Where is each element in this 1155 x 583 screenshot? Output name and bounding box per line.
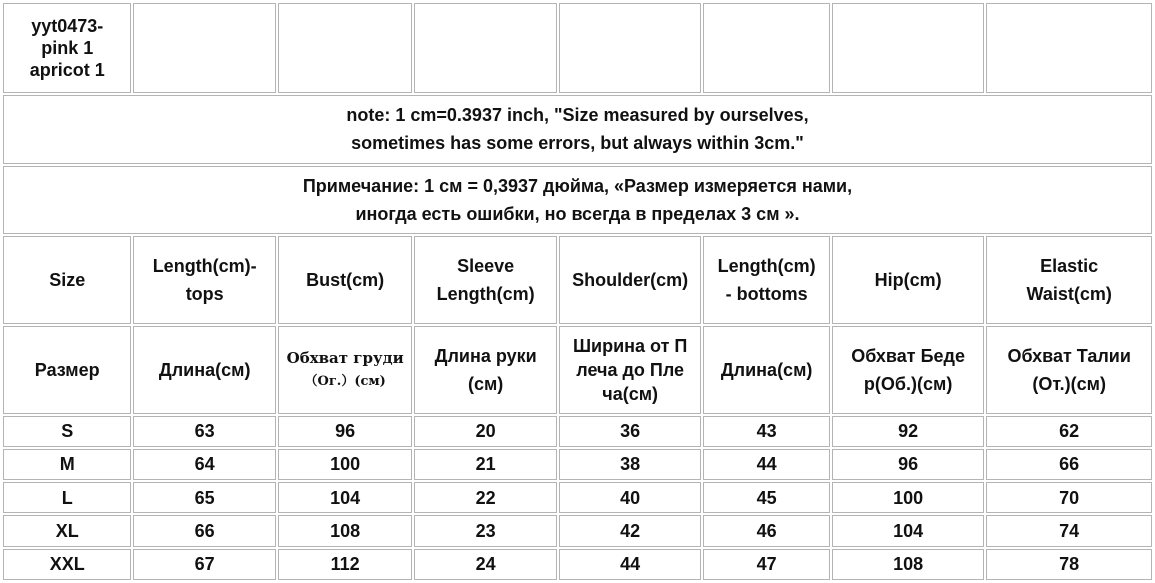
header-ru-hip-line2: р(Об.)(см) bbox=[863, 373, 953, 394]
header-ru-length: Длина(см) bbox=[133, 326, 276, 414]
cell-length-tops: 67 bbox=[133, 549, 276, 580]
note-en-row bbox=[3, 95, 1152, 164]
cell-hip: 108 bbox=[832, 549, 985, 580]
cell-sleeve: 22 bbox=[414, 482, 557, 513]
note-ru-row bbox=[3, 166, 1152, 235]
header-ru-sleeve-line1: Длина руки bbox=[434, 345, 537, 366]
note-ru-line2: иногда есть ошибки, но всегда в пределах 3 см ». bbox=[355, 203, 800, 224]
header-ru-waist-line1: Обхват Талии bbox=[1007, 345, 1131, 366]
table-row bbox=[3, 449, 1152, 480]
header-waist-line2: Waist(cm) bbox=[1026, 284, 1112, 305]
header-en-row bbox=[3, 236, 1152, 324]
cell-waist: 62 bbox=[986, 416, 1152, 447]
cell-hip: 100 bbox=[832, 482, 985, 513]
table-row bbox=[3, 482, 1152, 513]
note-en-line2: sometimes has some errors, but always within 3cm." bbox=[351, 133, 804, 154]
header-ru-bust-line2: （Ог.）(см) bbox=[304, 373, 386, 389]
header-hip: Hip(cm) bbox=[832, 236, 985, 324]
cell-length-bottoms: 45 bbox=[703, 482, 829, 513]
header-ru-bust bbox=[278, 326, 412, 414]
color-pink-qty: pink 1 bbox=[41, 37, 94, 58]
header-ru-waist bbox=[986, 326, 1152, 414]
header-sleeve-line1: Sleeve bbox=[457, 256, 515, 277]
header-length-bottoms-line2: - bottoms bbox=[725, 284, 808, 305]
header-waist bbox=[986, 236, 1152, 324]
cell-length-bottoms: 44 bbox=[703, 449, 829, 480]
cell-length-bottoms: 43 bbox=[703, 416, 829, 447]
header-ru-sleeve-line2: (см) bbox=[467, 373, 504, 394]
note-ru-line1: Примечание: 1 см = 0,3937 дюйма, «Размер измеряется нами, bbox=[302, 175, 853, 196]
empty-cell bbox=[832, 3, 985, 93]
cell-size: L bbox=[3, 482, 131, 513]
header-ru-shoulder bbox=[559, 326, 702, 414]
cell-size: M bbox=[3, 449, 131, 480]
cell-length-tops: 64 bbox=[133, 449, 276, 480]
header-ru-length-bottoms: Длина(см) bbox=[703, 326, 829, 414]
empty-cell bbox=[703, 3, 829, 93]
table-row bbox=[3, 416, 1152, 447]
cell-hip: 92 bbox=[832, 416, 985, 447]
header-length-tops bbox=[133, 236, 276, 324]
product-code: yyt0473- bbox=[31, 15, 104, 36]
cell-waist: 78 bbox=[986, 549, 1152, 580]
cell-length-tops: 63 bbox=[133, 416, 276, 447]
header-ru-row bbox=[3, 326, 1152, 414]
header-length-bottoms-line1: Length(cm) bbox=[717, 256, 816, 277]
cell-sleeve: 23 bbox=[414, 515, 557, 546]
cell-shoulder: 38 bbox=[559, 449, 702, 480]
cell-bust: 104 bbox=[278, 482, 412, 513]
table-row bbox=[3, 549, 1152, 580]
note-en-cell bbox=[3, 95, 1152, 164]
cell-sleeve: 24 bbox=[414, 549, 557, 580]
cell-waist: 66 bbox=[986, 449, 1152, 480]
product-code-row bbox=[3, 3, 1152, 93]
cell-shoulder: 40 bbox=[559, 482, 702, 513]
header-size: Size bbox=[3, 236, 131, 324]
cell-size: XL bbox=[3, 515, 131, 546]
header-ru-size: Размер bbox=[3, 326, 131, 414]
header-ru-shoulder-line1: Ширина от П bbox=[572, 335, 688, 356]
cell-length-bottoms: 47 bbox=[703, 549, 829, 580]
header-ru-sleeve bbox=[414, 326, 557, 414]
header-sleeve-line2: Length(cm) bbox=[436, 284, 535, 305]
cell-length-tops: 66 bbox=[133, 515, 276, 546]
header-sleeve bbox=[414, 236, 557, 324]
cell-shoulder: 44 bbox=[559, 549, 702, 580]
empty-cell bbox=[986, 3, 1152, 93]
header-ru-shoulder-line3: ча(см) bbox=[602, 383, 659, 404]
note-en-line1: note: 1 cm=0.3937 inch, "Size measured by ourselves, bbox=[346, 105, 809, 126]
header-bust: Bust(cm) bbox=[278, 236, 412, 324]
empty-cell bbox=[133, 3, 276, 93]
cell-hip: 96 bbox=[832, 449, 985, 480]
cell-length-tops: 65 bbox=[133, 482, 276, 513]
cell-bust: 96 bbox=[278, 416, 412, 447]
header-ru-shoulder-line2: леча до Пле bbox=[576, 359, 685, 380]
product-code-cell bbox=[3, 3, 131, 93]
header-ru-waist-line2: (От.)(см) bbox=[1032, 373, 1106, 394]
cell-bust: 108 bbox=[278, 515, 412, 546]
cell-waist: 70 bbox=[986, 482, 1152, 513]
note-ru-cell bbox=[3, 166, 1152, 235]
cell-hip: 104 bbox=[832, 515, 985, 546]
cell-bust: 112 bbox=[278, 549, 412, 580]
cell-length-bottoms: 46 bbox=[703, 515, 829, 546]
cell-shoulder: 42 bbox=[559, 515, 702, 546]
cell-size: XXL bbox=[3, 549, 131, 580]
cell-shoulder: 36 bbox=[559, 416, 702, 447]
cell-waist: 74 bbox=[986, 515, 1152, 546]
header-ru-hip-line1: Обхват Беде bbox=[851, 345, 965, 366]
header-length-tops-line2: tops bbox=[185, 284, 224, 305]
header-length-tops-line1: Length(cm)- bbox=[152, 256, 257, 277]
empty-cell bbox=[414, 3, 557, 93]
color-apricot-qty: apricot 1 bbox=[29, 59, 105, 80]
header-waist-line1: Elastic bbox=[1040, 256, 1099, 277]
table-row bbox=[3, 515, 1152, 546]
empty-cell bbox=[278, 3, 412, 93]
cell-size: S bbox=[3, 416, 131, 447]
header-length-bottoms bbox=[703, 236, 829, 324]
cell-sleeve: 20 bbox=[414, 416, 557, 447]
cell-sleeve: 21 bbox=[414, 449, 557, 480]
header-ru-bust-line1: Обхват груди bbox=[286, 348, 404, 367]
empty-cell bbox=[559, 3, 702, 93]
header-shoulder: Shoulder(cm) bbox=[559, 236, 702, 324]
cell-bust: 100 bbox=[278, 449, 412, 480]
header-ru-hip bbox=[832, 326, 985, 414]
size-chart-table bbox=[1, 1, 1154, 582]
